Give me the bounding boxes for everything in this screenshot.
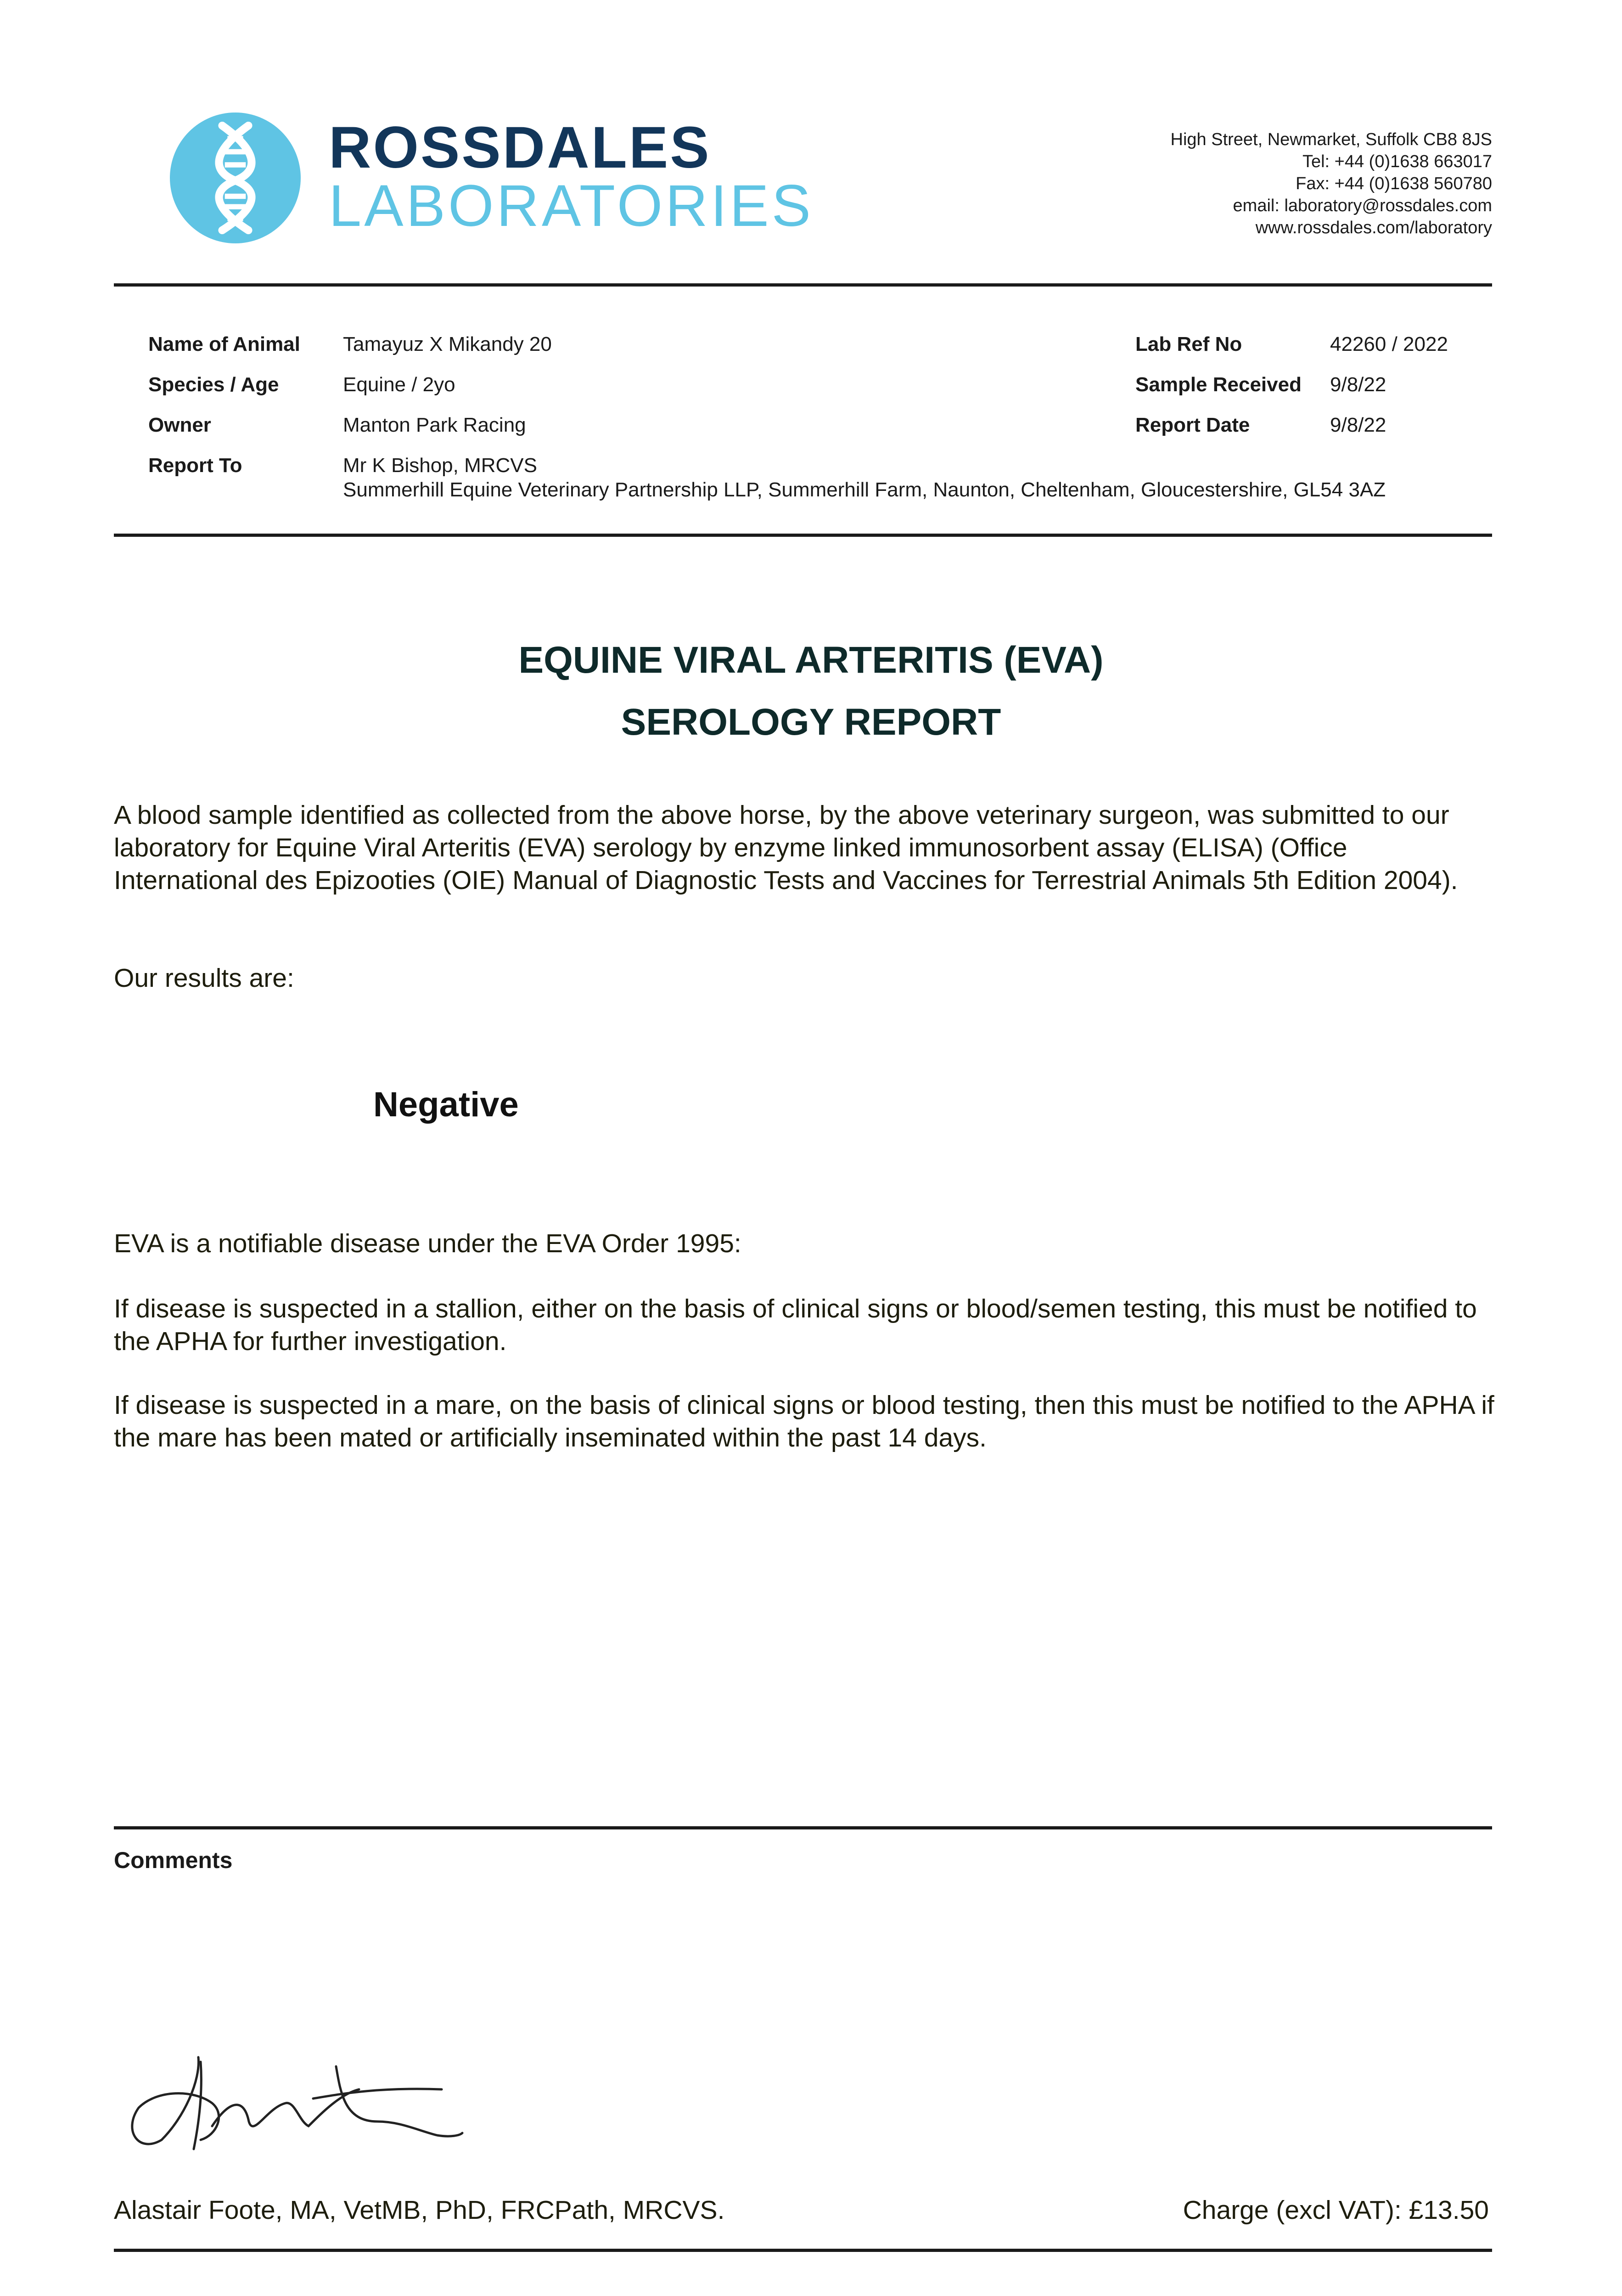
report-to-label: Report To xyxy=(148,454,242,477)
report-to-line2: Summerhill Equine Veterinary Partnership LLP, Summerhill Farm, Naunton, Cheltenham, Gloucestershire, GL54 3AZ xyxy=(343,478,1386,501)
comments-divider xyxy=(114,1826,1492,1829)
name-value: Tamayuz X Mikandy 20 xyxy=(343,333,552,355)
sample-received-label: Sample Received xyxy=(1135,373,1302,396)
signatory-name: Alastair Foote, MA, VetMB, PhD, FRCPath, MRCVS. xyxy=(114,2195,725,2225)
brand-subname: LABORATORIES xyxy=(329,173,814,239)
owner-label: Owner xyxy=(148,414,211,436)
email-line: email: laboratory@rossdales.com xyxy=(1233,196,1492,215)
signature xyxy=(120,2039,469,2158)
report-to-line1: Mr K Bishop, MRCVS xyxy=(343,454,537,477)
stallion-paragraph: If disease is suspected in a stallion, either on the basis of clinical signs or blood/semen testing, this must be notified to the APHA for further investigation. xyxy=(114,1294,1477,1356)
fax-line: Fax: +44 (0)1638 560780 xyxy=(1296,174,1492,193)
test-result: Negative xyxy=(373,1085,519,1124)
lab-ref-value: 42260 / 2022 xyxy=(1330,333,1448,355)
name-label: Name of Animal xyxy=(148,333,300,355)
intro-paragraph: A blood sample identified as collected from the above horse, by the above veterinary surgeon, was submitted to our laboratory for Equine Viral Arteritis (EVA) serology by enzyme linked immunosorbent assay (ELISA) (Office International des Epizooties (OIE) Manual of Diagnostic Tests and Vaccines for Terrestrial Animals 5th Edition 2004). xyxy=(114,800,1458,895)
lab-contact-block xyxy=(1171,129,1492,239)
footer-divider xyxy=(114,2249,1492,2252)
brand-name: ROSSDALES xyxy=(329,115,711,180)
species-value: Equine / 2yo xyxy=(343,373,455,396)
dna-helix-icon xyxy=(170,113,301,243)
tel-line: Tel: +44 (0)1638 663017 xyxy=(1302,152,1492,171)
results-lead: Our results are: xyxy=(114,963,294,993)
report-date-value: 9/8/22 xyxy=(1330,414,1386,436)
web-line: www.rossdales.com/laboratory xyxy=(1255,218,1492,237)
charge-text: Charge (excl VAT): £13.50 xyxy=(1183,2195,1489,2225)
address-line: High Street, Newmarket, Suffolk CB8 8JS xyxy=(1170,130,1492,149)
mare-paragraph: If disease is suspected in a mare, on the basis of clinical signs or blood testing, then this must be notified to the APHA if the mare has been mated or artificially inseminated within the past 14 days. xyxy=(114,1390,1494,1452)
info-divider xyxy=(114,534,1492,537)
lab-ref-label: Lab Ref No xyxy=(1135,333,1242,355)
owner-value: Manton Park Racing xyxy=(343,414,526,436)
sample-received-value: 9/8/22 xyxy=(1330,373,1386,396)
report-title xyxy=(0,629,1622,753)
report-title-line2: SEROLOGY REPORT xyxy=(621,701,1001,743)
report-title-line1: EQUINE VIRAL ARTERITIS (EVA) xyxy=(518,639,1104,681)
notifiable-paragraph: EVA is a notifiable disease under the EVA Order 1995: xyxy=(114,1229,741,1258)
species-label: Species / Age xyxy=(148,373,279,396)
report-date-label: Report Date xyxy=(1135,414,1250,436)
header-divider xyxy=(114,283,1492,287)
comments-label: Comments xyxy=(114,1847,233,1873)
